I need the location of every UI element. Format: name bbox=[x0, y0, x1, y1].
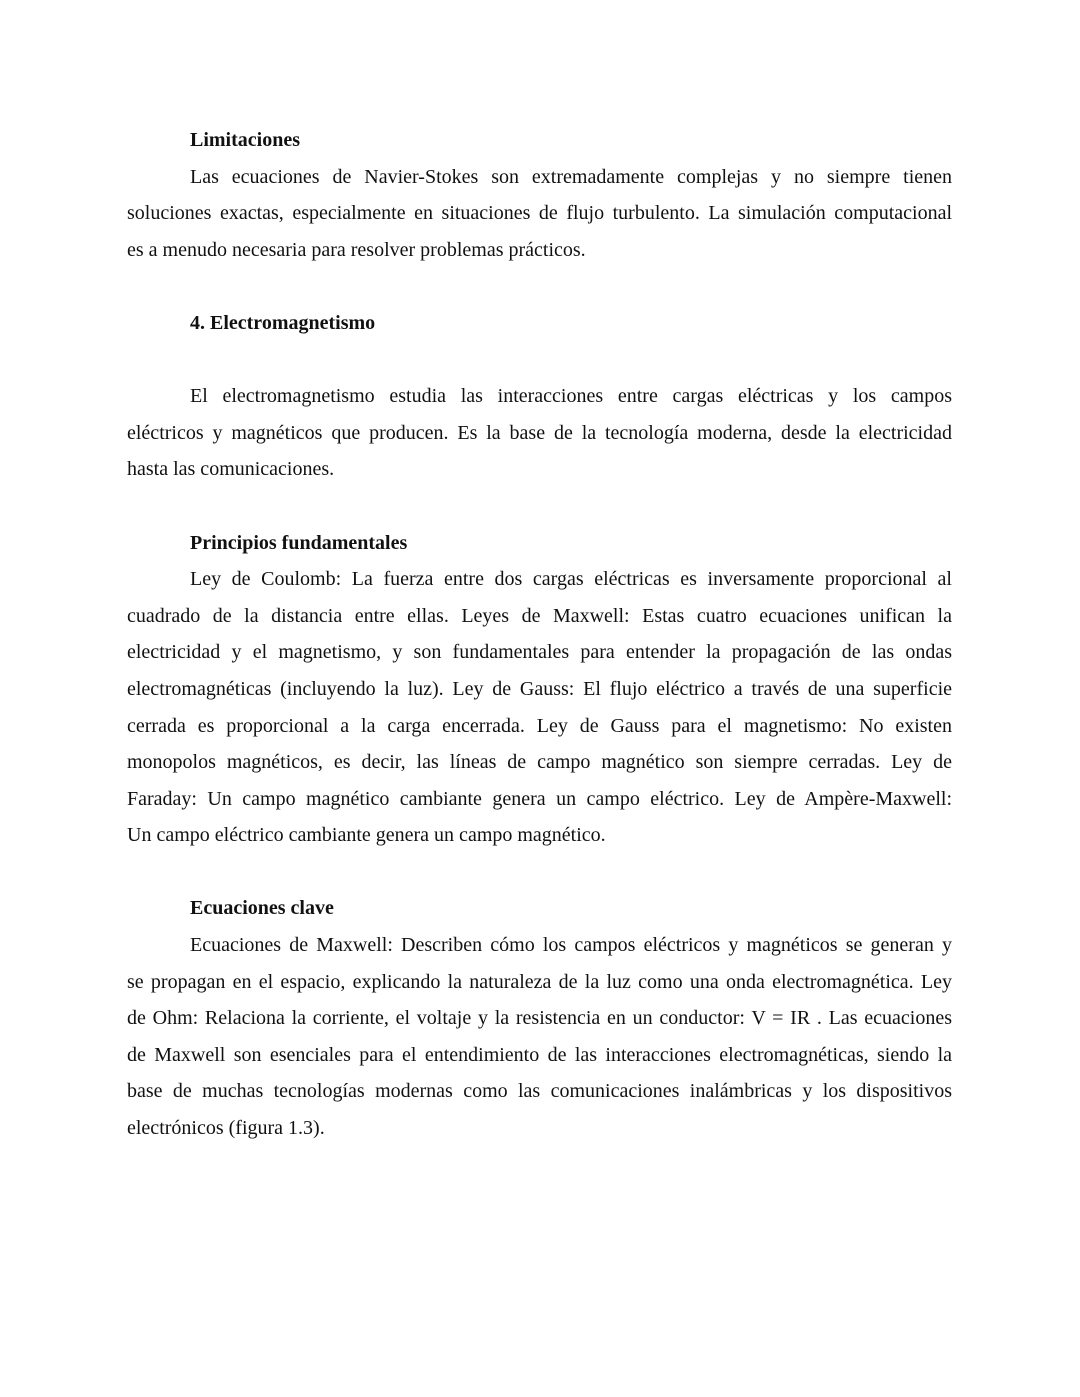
section bbox=[127, 525, 952, 891]
paragraph bbox=[127, 561, 952, 854]
section-heading: 4. Electromagnetismo bbox=[190, 311, 376, 334]
section-heading: Ecuaciones clave bbox=[190, 897, 334, 920]
text-line: Faraday: Un campo magnético cambiante genera un campo eléctrico. Ley de Ampère-Maxwell: bbox=[127, 787, 952, 810]
text-line: Las ecuaciones de Navier-Stokes son extremadamente complejas y no siempre tienen bbox=[190, 165, 952, 188]
text-line: cuadrado de la distancia entre ellas. Leyes de Maxwell: Estas cuatro ecuaciones unifican la bbox=[127, 604, 952, 627]
text-line: electricidad y el magnetismo, y son fundamentales para entender la propagación de las ondas bbox=[127, 641, 952, 664]
text-line: soluciones exactas, especialmente en situaciones de flujo turbulento. La simulación computacional bbox=[127, 202, 952, 225]
text-line: Un campo eléctrico cambiante genera un campo magnético. bbox=[127, 824, 606, 847]
section bbox=[127, 890, 952, 1146]
section bbox=[127, 122, 952, 305]
text-line: de Ohm: Relaciona la corriente, el voltaje y la resistencia en un conductor: V = IR . Las ecuaciones bbox=[127, 1007, 952, 1030]
text-line: se propagan en el espacio, explicando la naturaleza de la luz como una onda electromagnética. Ley bbox=[127, 970, 952, 993]
paragraph bbox=[127, 159, 952, 269]
text-line: monopolos magnéticos, es decir, las líneas de campo magnético son siempre cerradas. Ley de bbox=[127, 751, 952, 774]
section-heading: Limitaciones bbox=[190, 129, 300, 151]
section bbox=[127, 305, 952, 525]
paragraph bbox=[127, 378, 952, 488]
text-line: electromagnéticas (incluyendo la luz). Ley de Gauss: El flujo eléctrico a través de una superficie bbox=[127, 677, 952, 700]
text-line: de Maxwell son esenciales para el entendimiento de las interacciones electromagnéticas, siendo la bbox=[127, 1043, 952, 1066]
paragraph bbox=[127, 927, 952, 1147]
text-line: eléctricos y magnéticos que producen. Es la base de la tecnología moderna, desde la electricidad bbox=[127, 421, 952, 444]
text-line: Ecuaciones de Maxwell: Describen cómo los campos eléctricos y magnéticos se generan y bbox=[190, 934, 952, 957]
text-line: Ley de Coulomb: La fuerza entre dos cargas eléctricas es inversamente proporcional al bbox=[190, 568, 952, 591]
text-line: cerrada es proporcional a la carga encerrada. Ley de Gauss para el magnetismo: No existen bbox=[127, 714, 952, 737]
text-line: electrónicos (figura 1.3). bbox=[127, 1117, 325, 1140]
text-line: hasta las comunicaciones. bbox=[127, 458, 335, 481]
text-line: base de muchas tecnologías modernas como las comunicaciones inalámbricas y los dispositivos bbox=[127, 1080, 952, 1103]
section-heading: Principios fundamentales bbox=[190, 531, 408, 554]
text-line: es a menudo necesaria para resolver problemas prácticos. bbox=[127, 238, 586, 261]
text-line: El electromagnetismo estudia las interacciones entre cargas eléctricas y los campos bbox=[190, 385, 952, 408]
document-page bbox=[127, 122, 952, 1147]
